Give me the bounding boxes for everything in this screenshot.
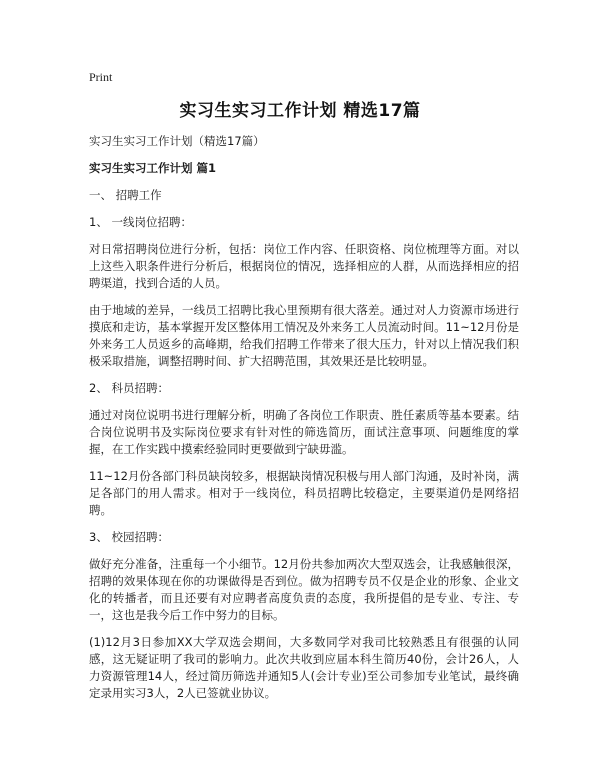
section-heading: 实习生实习工作计划 篇1 xyxy=(89,161,217,175)
subheading-staff-recruitment: 2、 科员招聘： xyxy=(89,381,169,395)
print-link[interactable]: Print xyxy=(89,70,113,84)
paragraph: 做好充分准备，注重每一个小细节。12月份共参加两次大型双选会，让我感触很深，招聘的效果体现在你的功课做得是否到位。做为招聘专员不仅是企业的形象、企业文化的转播者，而且还要有对应聘者高度负责的态度，我所提倡的是专业、专注、专一，这也是我今后工作中努力的目标。 xyxy=(89,557,519,622)
paragraph: 11~12月份各部门科员缺岗较多，根据缺岗情况积极与用人部门沟通，及时补岗，满足各部门的用人需求。相对于一线岗位，科员招聘比较稳定，主要渠道仍是网络招聘。 xyxy=(89,469,519,517)
document-subtitle: 实习生实习工作计划（精选17篇） xyxy=(89,134,265,148)
subheading-frontline-recruitment: 1、 一线岗位招聘： xyxy=(89,215,192,229)
paragraph: (1)12月3日参加XX大学双选会期间，大多数同学对我司比较熟悉且有很强的认同感，这无疑证明了我司的影响力。此次共收到应届本科生简历40份，会计26人，人力资源管理14人，经过简历筛选并通知5人(会计专业)至公司参加专业笔试，最终确定录用实习3人，2人已签就业协议。 xyxy=(89,635,519,700)
heading-recruitment: 一、 招聘工作 xyxy=(89,188,162,202)
paragraph: 由于地域的差异，一线员工招聘比我心里预期有很大落差。通过对人力资源市场进行摸底和走访，基本掌握开发区整体用工情况及外来务工人员流动时间。11~12月份是外来务工人员返乡的高峰期，给我们招聘工作带来了很大压力，针对以上情况我们积极采取措施，调整招聘时间、扩大招聘范围，其效果还是比较明显。 xyxy=(89,303,519,368)
page-title: 实习生实习工作计划 精选17篇 xyxy=(179,101,421,121)
subheading-campus-recruitment: 3、 校园招聘： xyxy=(89,530,169,544)
paragraph: 对日常招聘岗位进行分析，包括：岗位工作内容、任职资格、岗位梳理等方面。对以上这些入职条件进行分析后，根据岗位的情况，选择相应的人群，从而选择相应的招聘渠道，找到合适的人员。 xyxy=(89,242,519,290)
document-body xyxy=(89,133,519,712)
paragraph: 通过对岗位说明书进行理解分析，明确了各岗位工作职责、胜任素质等基本要素。结合岗位说明书及实际岗位要求有针对性的筛选简历，面试注意事项、问题维度的掌握，在工作实践中摸索经验同时更要做到宁缺毋滥。 xyxy=(89,408,519,456)
